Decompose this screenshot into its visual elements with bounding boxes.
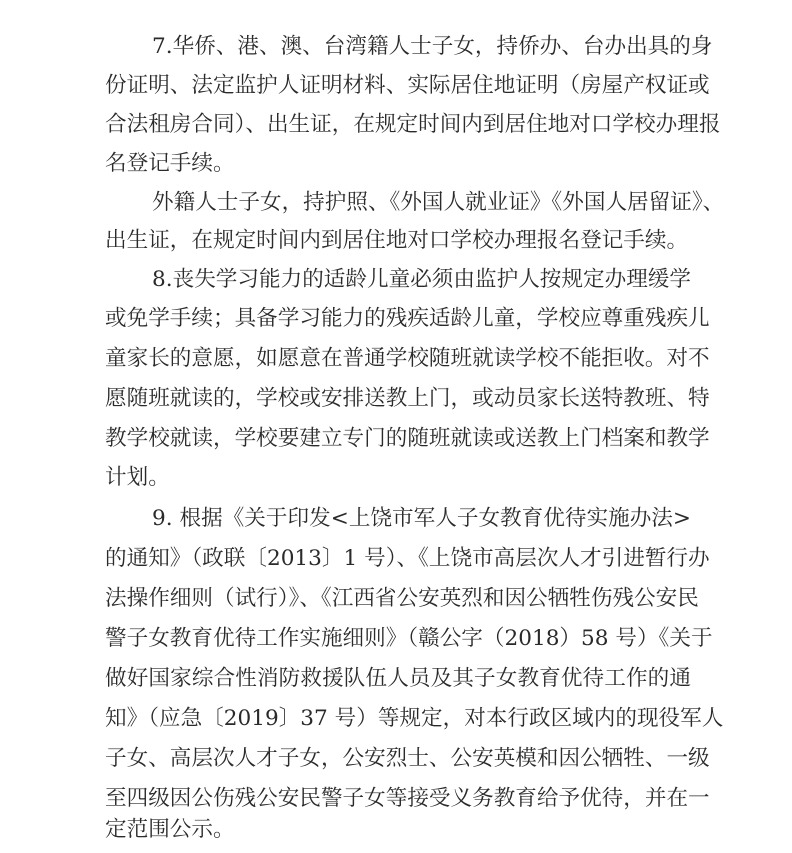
text-line: 做好国家综合性消防救援队伍人员及其子女教育优待工作的通 xyxy=(105,666,691,691)
text-line: 出生证，在规定时间内到居住地对口学校办理报名登记手续。 xyxy=(105,228,689,253)
text-line: 7.华侨、港、澳、台湾籍人士子女，持侨办、台办出具的身 xyxy=(152,34,713,59)
text-line: 的通知》（政联〔2013〕1 号）、《上饶市高层次人才引进暂行办 xyxy=(105,546,710,571)
text-line: 教学校就读，学校要建立专门的随班就读或送教上门档案和教学 xyxy=(105,426,710,451)
text-line: 子女、高层次人才子女，公安烈士、公安英模和因公牺牲、一级 xyxy=(105,746,710,771)
text-line: 或免学手续；具备学习能力的残疾适龄儿童，学校应尊重残疾儿 xyxy=(105,306,710,331)
text-line: 9. 根据《关于印发<上饶市军人子女教育优待实施办法> xyxy=(152,506,691,531)
text-line: 合法租房合同）、出生证，在规定时间内到居住地对口学校办理报 xyxy=(105,112,721,137)
text-line: 计划。 xyxy=(105,465,170,490)
text-line: 份证明、法定监护人证明材料、实际居住地证明（房屋产权证或 xyxy=(105,73,710,98)
text-line: 8.丧失学习能力的适龄儿童必须由监护人按规定办理缓学 xyxy=(152,267,691,292)
text-line: 定范围公示。 xyxy=(105,817,235,842)
text-line: 外籍人士子女，持护照、《外国人就业证》《外国人居留证》、 xyxy=(152,190,725,215)
text-line: 至四级因公伤残公安民警子女等接受义务教育给予优待，并在一 xyxy=(105,786,710,811)
text-line: 知》（应急〔2019〕37 号）等规定，对本行政区域内的现役军人 xyxy=(105,706,724,731)
text-line: 法操作细则（试行）》、《江西省公安英烈和因公牺牲伤残公安民 xyxy=(105,586,699,611)
text-line: 警子女教育优待工作实施细则》（赣公字（2018）58 号）《关于 xyxy=(105,626,713,651)
text-line: 名登记手续。 xyxy=(105,151,235,176)
text-line: 童家长的意愿，如愿意在普通学校随班就读学校不能拒收。对不 xyxy=(105,346,710,371)
text-line: 愿随班就读的，学校或安排送教上门，或动员家长送特教班、特 xyxy=(105,386,710,411)
